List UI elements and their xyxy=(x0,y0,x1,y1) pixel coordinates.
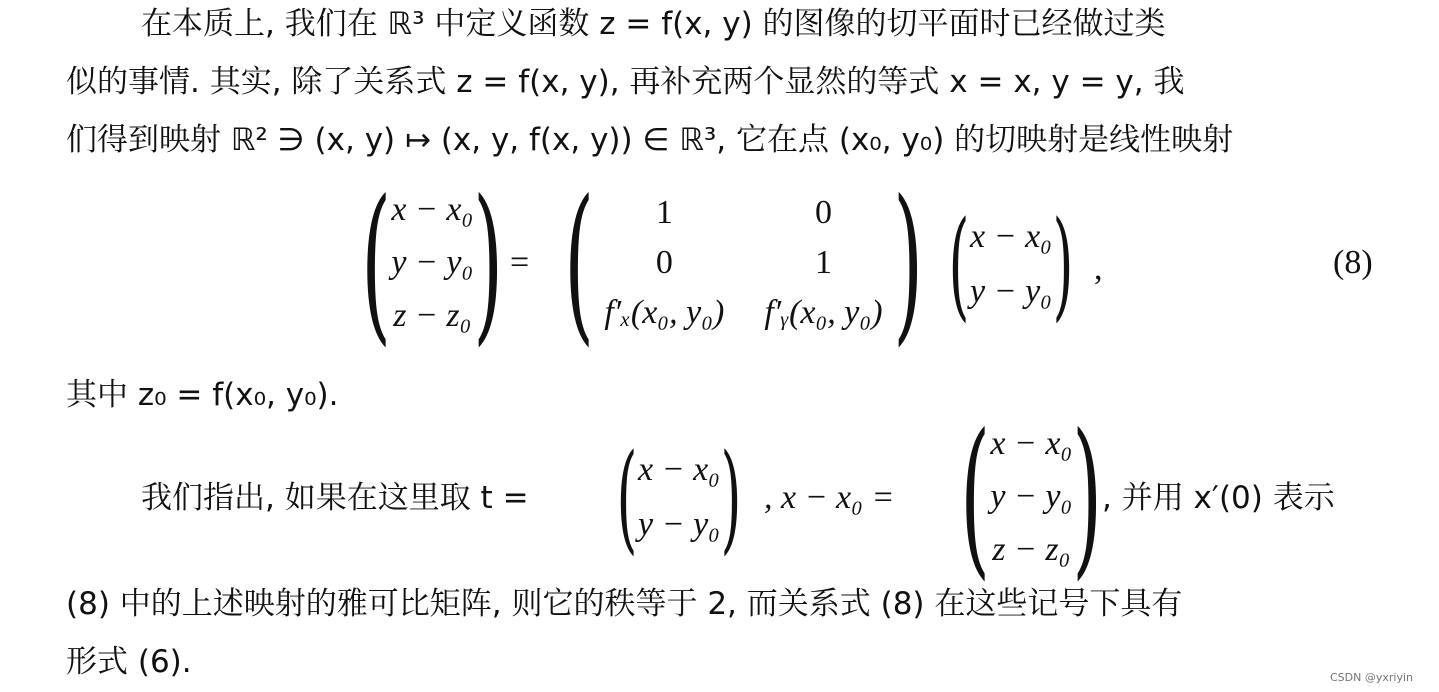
x-minus-x0-vector xyxy=(942,398,1121,596)
para3-line1: (8) 中的上述映射的雅可比矩阵, 则它的秩等于 2, 而关系式 (8) 在这些记号下具有 xyxy=(66,586,1183,622)
left-paren: ( xyxy=(948,195,970,333)
t-entry: y − y₀ xyxy=(638,505,720,543)
lhs-entry: x − x₀ xyxy=(391,190,474,228)
jacobian-matrix xyxy=(546,164,941,362)
para1-line3: 们得到映射 ℝ² ∋ (x, y) ↦ (x, y, f(x, y)) ∈ ℝ³, 它在点 (x₀, y₀) 的切映射是线性映射 xyxy=(66,122,1234,158)
x-entry: z − z₀ xyxy=(992,531,1071,569)
para1-line1: 在本质上, 我们在 ℝ³ 中定义函数 z = f(x, y) 的图像的切平面时已经做过类 xyxy=(141,6,1166,42)
eq8-rhs-vector xyxy=(936,195,1086,333)
para1-line2: 似的事情. 其实, 除了关系式 z = f(x, y), 再补充两个显然的等式 x = x, y = y, 我 xyxy=(66,64,1185,100)
t-vector xyxy=(604,428,754,566)
para3-line2: 形式 (6). xyxy=(66,644,192,680)
lhs-entry: z − z₀ xyxy=(393,297,472,335)
right-paren: ) xyxy=(720,428,742,566)
left-paren: ( xyxy=(564,164,595,362)
eq8-lhs-vector xyxy=(343,164,522,362)
left-paren: ( xyxy=(616,428,638,566)
right-paren: ) xyxy=(1072,398,1103,596)
equals-sign: = xyxy=(510,244,530,281)
x-entry: x − x₀ xyxy=(990,424,1073,462)
matrix-entry: 0 xyxy=(655,244,673,281)
left-paren: ( xyxy=(361,164,392,362)
rhs-entry: y − y₀ xyxy=(970,272,1052,310)
right-paren: ) xyxy=(1052,195,1074,333)
matrix-entry: 1 xyxy=(655,194,673,231)
matrix-entry: 1 xyxy=(814,244,832,281)
x-entry: y − y₀ xyxy=(990,477,1073,515)
rhs-entry: x − x₀ xyxy=(970,217,1052,255)
eq8-comma: , xyxy=(1094,250,1103,287)
right-paren: ) xyxy=(473,164,504,362)
equation-number: (8) xyxy=(1333,244,1373,281)
t-entry: x − x₀ xyxy=(638,450,720,488)
matrix-entry: f′ₓ(x₀, y₀) xyxy=(604,294,725,331)
matrix-entry: 0 xyxy=(814,194,832,231)
matrix-entry: f′ᵧ(x₀, y₀) xyxy=(764,294,883,331)
watermark: CSDN @yxriyin xyxy=(1330,671,1413,684)
lhs-entry: y − y₀ xyxy=(391,243,474,281)
where-line: 其中 z₀ = f(x₀, y₀). xyxy=(66,377,339,413)
para2-mid: , x − x₀ = xyxy=(764,479,895,516)
left-paren: ( xyxy=(960,398,991,596)
para2-prefix: 我们指出, 如果在这里取 t = xyxy=(141,480,529,516)
para2-suffix: , 并用 x′(0) 表示 xyxy=(1102,480,1335,516)
right-paren: ) xyxy=(892,164,923,362)
